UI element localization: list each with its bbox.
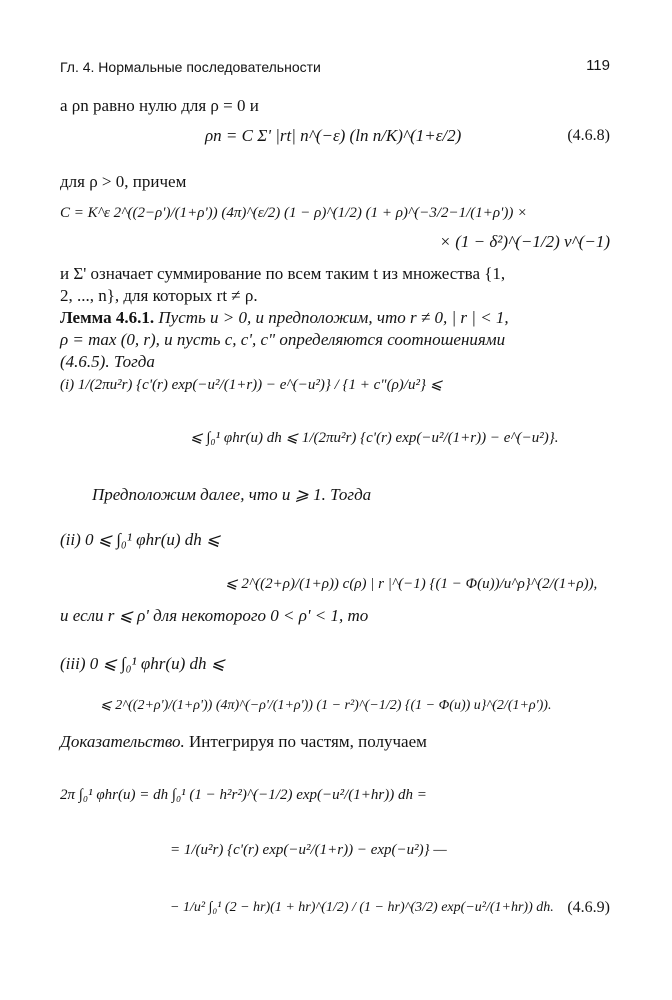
text-line-4: 2, ..., n}, для которых rt ≠ ρ. [60,286,258,305]
proof-title: Доказательство. [60,732,185,751]
lemma-line-2: ρ = max (0, r), и пусть c, c', c" определяются соотношениями [60,330,506,349]
lemma-line-1 [60,308,509,328]
equation-C-line-1: C = K^ε 2^((2−ρ')/(1+ρ')) (4π)^(ε/2) (1 − ρ)^(1/2) (1 + ρ)^(−3/2−1/(1+ρ')) × [60,205,528,221]
equation-4-6-8: ρn = C Σ' |rt| n^(−ε) (ln n/K)^(1+ε/2) [205,126,462,145]
running-header: Гл. 4. Нормальные последовательности [60,59,321,75]
proof-line [60,732,427,752]
proof-equation-line-2: = 1/(u²r) {c'(r) exp(−u²/(1+r)) − exp(−u²)} — [170,842,447,858]
text-line-8: Предположим далее, что u ⩾ 1. Тогда [92,485,372,504]
inequality-iii-line-2: ⩽ 2^((2+ρ')/(1+ρ')) (4π)^(−ρ'/(1+ρ')) (1 − r²)^(−1/2) {(1 − Φ(u)) u}^(2/(1+ρ')). [100,698,552,713]
lemma-title: Лемма 4.6.1. [60,308,155,327]
text-line-3: и Σ' означает суммирование по всем таким t из множества {1, [60,264,506,283]
inequality-i-line-1: (i) 1/(2πu²r) {c'(r) exp(−u²/(1+r)) − e^(−u²)} / {1 + c"(ρ)/u²} ⩽ [60,377,443,393]
proof-text: Интегрируя по частям, получаем [189,732,427,751]
equation-number-4-6-9: (4.6.9) [567,899,610,916]
text-line-2: для ρ > 0, причем [60,172,187,191]
lemma-line-3: (4.6.5). Тогда [60,352,155,371]
lemma-statement: Пусть u > 0, и предположим, что r ≠ 0, | r | < 1, [158,308,509,327]
equation-number-4-6-8: (4.6.8) [567,127,610,144]
proof-equation-line-3: − 1/u² ∫₀¹ (2 − hr)(1 + hr)^(1/2) / (1 − hr)^(3/2) exp(−u²/(1+hr)) dh. [170,900,554,915]
inequality-ii-line-2: ⩽ 2^((2+ρ)/(1+ρ)) c(ρ) | r |^(−1) {(1 − Φ(u))/u^ρ}^(2/(1+ρ)), [225,576,598,592]
page-number: 119 [586,57,610,74]
text-line-1: a ρn равно нулю для ρ = 0 и [60,96,259,115]
equation-C-line-2: × (1 − δ²)^(−1/2) ν^(−1) [439,232,610,251]
text-line-9: и если r ⩽ ρ' для некоторого 0 < ρ' < 1, то [60,606,369,625]
proof-equation-line-1: 2π ∫₀¹ φhr(u) = dh ∫₀¹ (1 − h²r²)^(−1/2) exp(−u²/(1+hr)) dh = [60,787,427,803]
inequality-ii-line-1: (ii) 0 ⩽ ∫₀¹ φhr(u) dh ⩽ [60,530,221,549]
inequality-i-line-2: ⩽ ∫₀¹ φhr(u) dh ⩽ 1/(2πu²r) {c'(r) exp(−u²/(1+r)) − e^(−u²)}. [190,430,559,446]
inequality-iii-line-1: (iii) 0 ⩽ ∫₀¹ φhr(u) dh ⩽ [60,654,225,673]
